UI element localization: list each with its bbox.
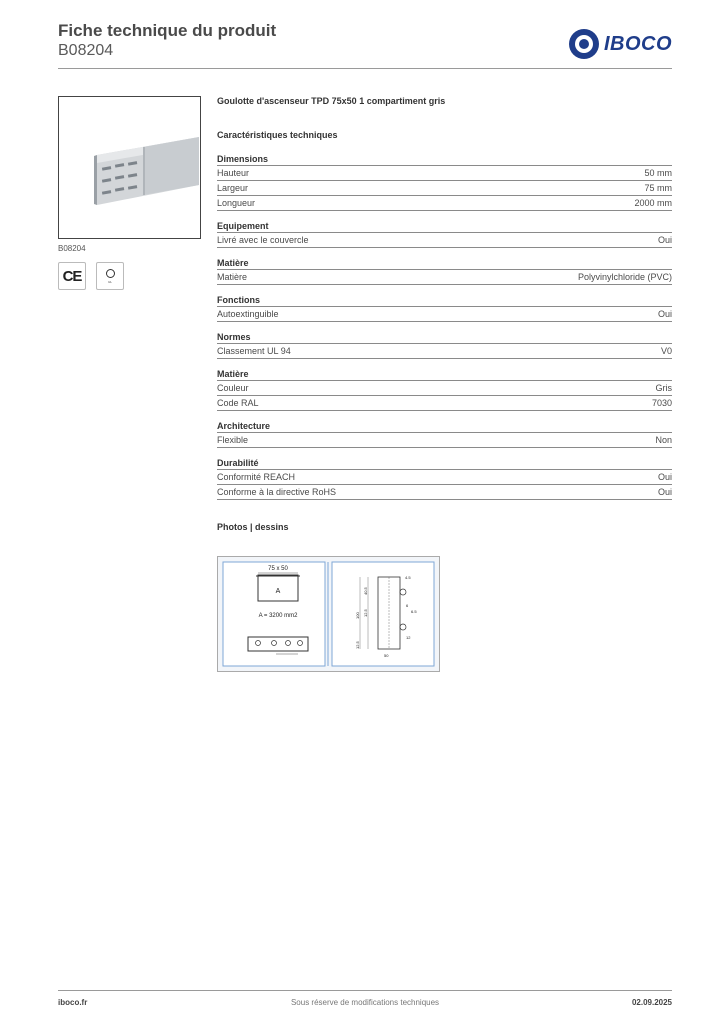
spec-value: Oui [657, 235, 672, 245]
spec-row [217, 396, 672, 411]
spec-label: Matière [217, 272, 248, 282]
spec-value: Oui [657, 487, 672, 497]
section-title: Normes [217, 332, 672, 344]
spec-value: Oui [657, 472, 672, 482]
technical-drawing[interactable] [217, 556, 440, 672]
spec-label: Couleur [217, 383, 249, 393]
spec-row [217, 181, 672, 196]
spec-label: Largeur [217, 183, 249, 193]
footer-divider [58, 990, 672, 991]
spec-value: 2000 mm [634, 198, 672, 208]
spec-row [217, 344, 672, 359]
section-title: Matière [217, 369, 672, 381]
section-title: Equipement [217, 221, 672, 233]
iboco-logo[interactable] [569, 29, 672, 59]
spec-value: Gris [655, 383, 672, 393]
drawing-dim: 40.5 [363, 587, 368, 595]
ce-mark-icon: CE [58, 262, 86, 290]
footer-date: 02.09.2025 [631, 998, 672, 1007]
page-title: Fiche technique du produit [58, 21, 277, 40]
spec-row [217, 381, 672, 396]
drawing-dim-label: 75 x 50 [268, 566, 288, 572]
drawing-dim: 6 [406, 603, 409, 608]
spec-row [217, 485, 672, 500]
section-title: Durabilité [217, 458, 672, 470]
product-name: Goulotte d'ascenseur TPD 75x50 1 compartiment gris [217, 96, 446, 106]
spec-row [217, 433, 672, 448]
spec-value: 50 mm [644, 168, 672, 178]
spec-value: 7030 [651, 398, 672, 408]
drawing-dim: 50 [384, 653, 389, 658]
footer-website-link[interactable]: iboco.fr [58, 998, 88, 1007]
spec-label: Livré avec le couvercle [217, 235, 309, 245]
ul-mark-icon [96, 262, 124, 290]
spec-label: Conforme à la directive RoHS [217, 487, 337, 497]
drawing-dim: 100 [355, 612, 360, 619]
section-matiere [217, 258, 672, 285]
drawing-dim: 12.5 [355, 641, 360, 649]
product-image [58, 96, 201, 239]
section-title: Architecture [217, 421, 672, 433]
spec-value: Polyvinylchloride (PVC) [577, 272, 672, 282]
drawing-area-text: A = 3200 mm2 [258, 613, 298, 619]
spec-row [217, 233, 672, 248]
drawing-dim: 12.5 [363, 609, 368, 617]
header-divider [58, 68, 672, 69]
drawing-dim: 12 [406, 635, 411, 640]
image-caption: B08204 [58, 244, 86, 253]
spec-row [217, 470, 672, 485]
spec-row [217, 307, 672, 322]
spec-label: Conformité REACH [217, 472, 296, 482]
ul-label: UL [108, 279, 112, 284]
section-title: Dimensions [217, 154, 672, 166]
drawing-area-letter: A [275, 588, 281, 595]
section-normes [217, 332, 672, 359]
logo-text: IBOCO [603, 32, 672, 55]
logo-mark-icon [569, 29, 599, 59]
spec-value: V0 [660, 346, 672, 356]
section-matiere-couleur [217, 369, 672, 411]
spec-label: Flexible [217, 435, 249, 445]
section-title: Matière [217, 258, 672, 270]
spec-row [217, 270, 672, 285]
spec-value: 75 mm [644, 183, 672, 193]
page-header [58, 20, 672, 70]
section-equipement [217, 221, 672, 248]
spec-row [217, 166, 672, 181]
spec-content [217, 96, 672, 536]
section-dimensions [217, 154, 672, 211]
section-fonctions [217, 295, 672, 322]
footer-notice: Sous réserve de modifications techniques [290, 998, 440, 1007]
specs-heading: Caractéristiques techniques [217, 130, 338, 140]
spec-row [217, 196, 672, 211]
product-code: B08204 [58, 42, 114, 59]
spec-label: Hauteur [217, 168, 250, 178]
drawing-dim: 4.5 [405, 575, 411, 580]
spec-label: Autoextinguible [217, 309, 279, 319]
section-durabilite [217, 458, 672, 500]
ul-symbol-icon [106, 269, 115, 278]
section-architecture [217, 421, 672, 448]
photos-heading: Photos | dessins [217, 522, 289, 532]
spec-label: Classement UL 94 [217, 346, 291, 356]
section-title: Fonctions [217, 295, 672, 307]
spec-value: Non [655, 435, 672, 445]
spec-label: Longueur [217, 198, 256, 208]
spec-value: Oui [657, 309, 672, 319]
drawing-dim: 6.5 [411, 609, 417, 614]
spec-label: Code RAL [217, 398, 259, 408]
